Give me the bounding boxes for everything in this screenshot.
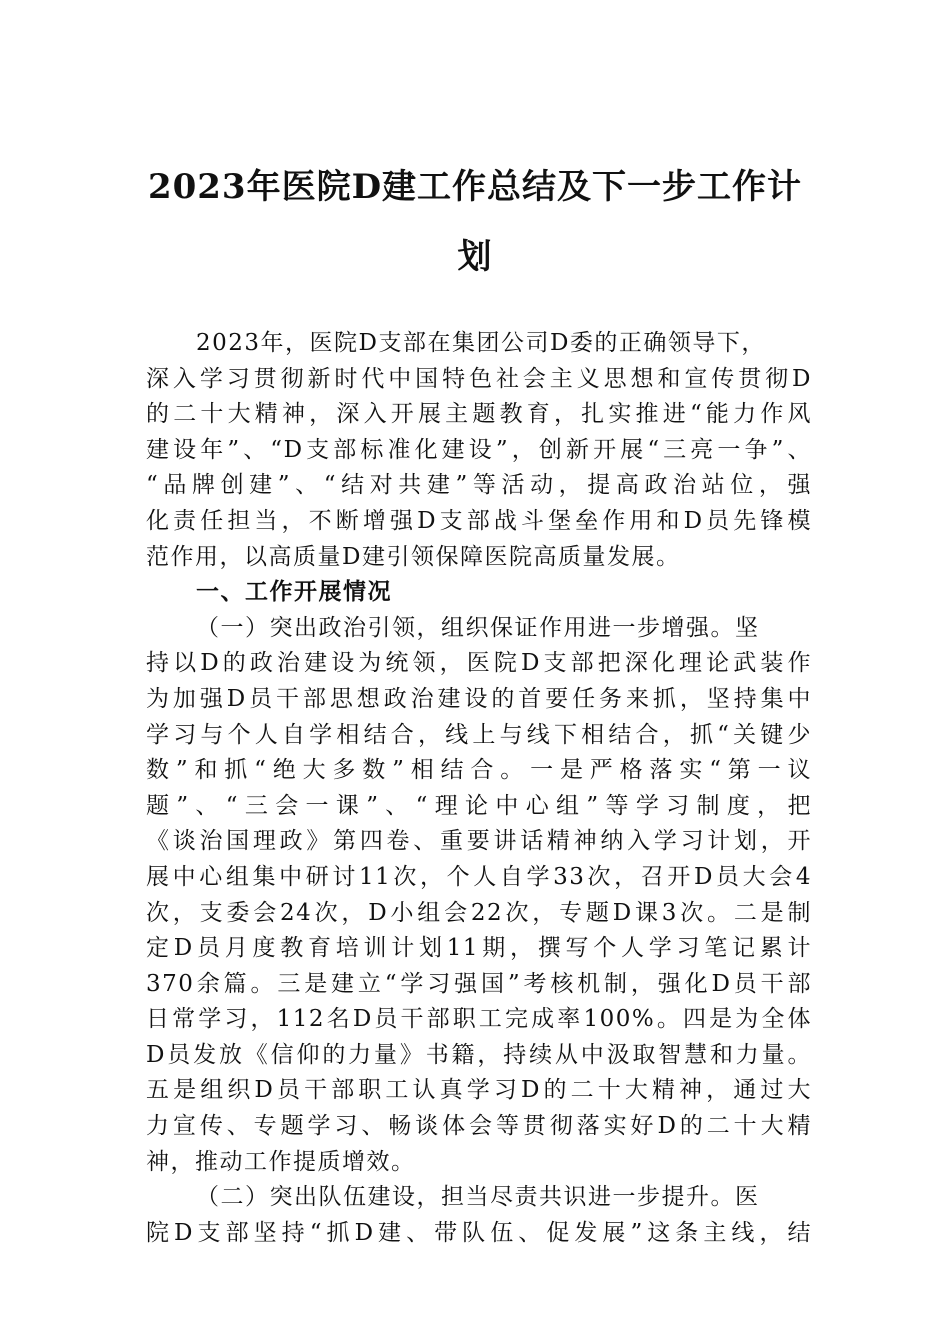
intro-paragraph (146, 326, 812, 575)
section-paragraph-1 (146, 611, 812, 1181)
document-body (146, 326, 812, 1251)
text-line: 持以D的政治建设为统领，医院D支部把深化理论武装作 (146, 650, 812, 677)
title-line-1: 2023年医院D建工作总结及下一步工作计 (147, 167, 803, 207)
text-line: 定D员月度教育培训计划11期，撰写个人学习笔记累计 (146, 935, 812, 962)
text-line: 展中心组集中研讨11次，个人自学33次，召开D员大会4 (146, 863, 812, 890)
section-paragraph-2 (146, 1180, 812, 1251)
text-line: 力宣传、专题学习、畅谈体会等贯彻落实好D的二十大精 (146, 1113, 812, 1140)
text-line: 五是组织D员干部职工认真学习D的二十大精神，通过大 (146, 1077, 812, 1104)
text-line: 化责任担当，不断增强D支部战斗堡垒作用和D员先锋模 (146, 507, 812, 534)
text-line: 题”、“三会一课”、“理论中心组”等学习制度，把 (146, 792, 812, 819)
text-line: 2023年，医院D支部在集团公司D委的正确领导下， (196, 330, 766, 356)
text-line: 范作用，以高质量D建引领保障医院高质量发展。 (146, 543, 681, 570)
document-title (120, 152, 830, 292)
text-line: 日常学习，112名D员干部职工完成率100%。四是为全体 (146, 1006, 812, 1033)
title-line-2: 划 (457, 237, 493, 277)
text-line: 建设年”、“D支部标准化建设”，创新开展“三亮一争”、 (146, 436, 812, 463)
text-line: （二）突出队伍建设，担当尽责共识进一步提升。医 (196, 1184, 760, 1211)
text-line: （一）突出政治引领，组织保证作用进一步增强。坚 (196, 614, 760, 641)
text-line: 数”和抓“绝大多数”相结合。一是严格落实“第一议 (146, 757, 812, 784)
text-line: “品牌创建”、“结对共建”等活动，提高政治站位，强 (146, 472, 812, 499)
text-line: 370余篇。三是建立“学习强国”考核机制，强化D员干部 (146, 970, 812, 997)
text-line: 的二十大精神，深入开展主题教育，扎实推进“能力作风 (146, 401, 812, 428)
text-line: 为加强D员干部思想政治建设的首要任务来抓，坚持集中 (146, 685, 812, 712)
text-line: 院D支部坚持“抓D建、带队伍、促发展”这条主线，结 (146, 1219, 812, 1246)
text-line: D员发放《信仰的力量》书籍，持续从中汲取智慧和力量。 (146, 1041, 812, 1068)
text-line: 深入学习贯彻新时代中国特色社会主义思想和宣传贯彻D (146, 365, 812, 392)
text-line: 《谈治国理政》第四卷、重要讲话精神纳入学习计划，开 (146, 828, 812, 855)
text-line: 次，支委会24次，D小组会22次，专题D课3次。二是制 (146, 899, 812, 926)
section-heading: 一、工作开展情况 (196, 579, 392, 606)
text-line: 学习与个人自学相结合，线上与线下相结合，抓“关键少 (146, 721, 812, 748)
text-line: 神，推动工作提质增效。 (146, 1148, 416, 1175)
